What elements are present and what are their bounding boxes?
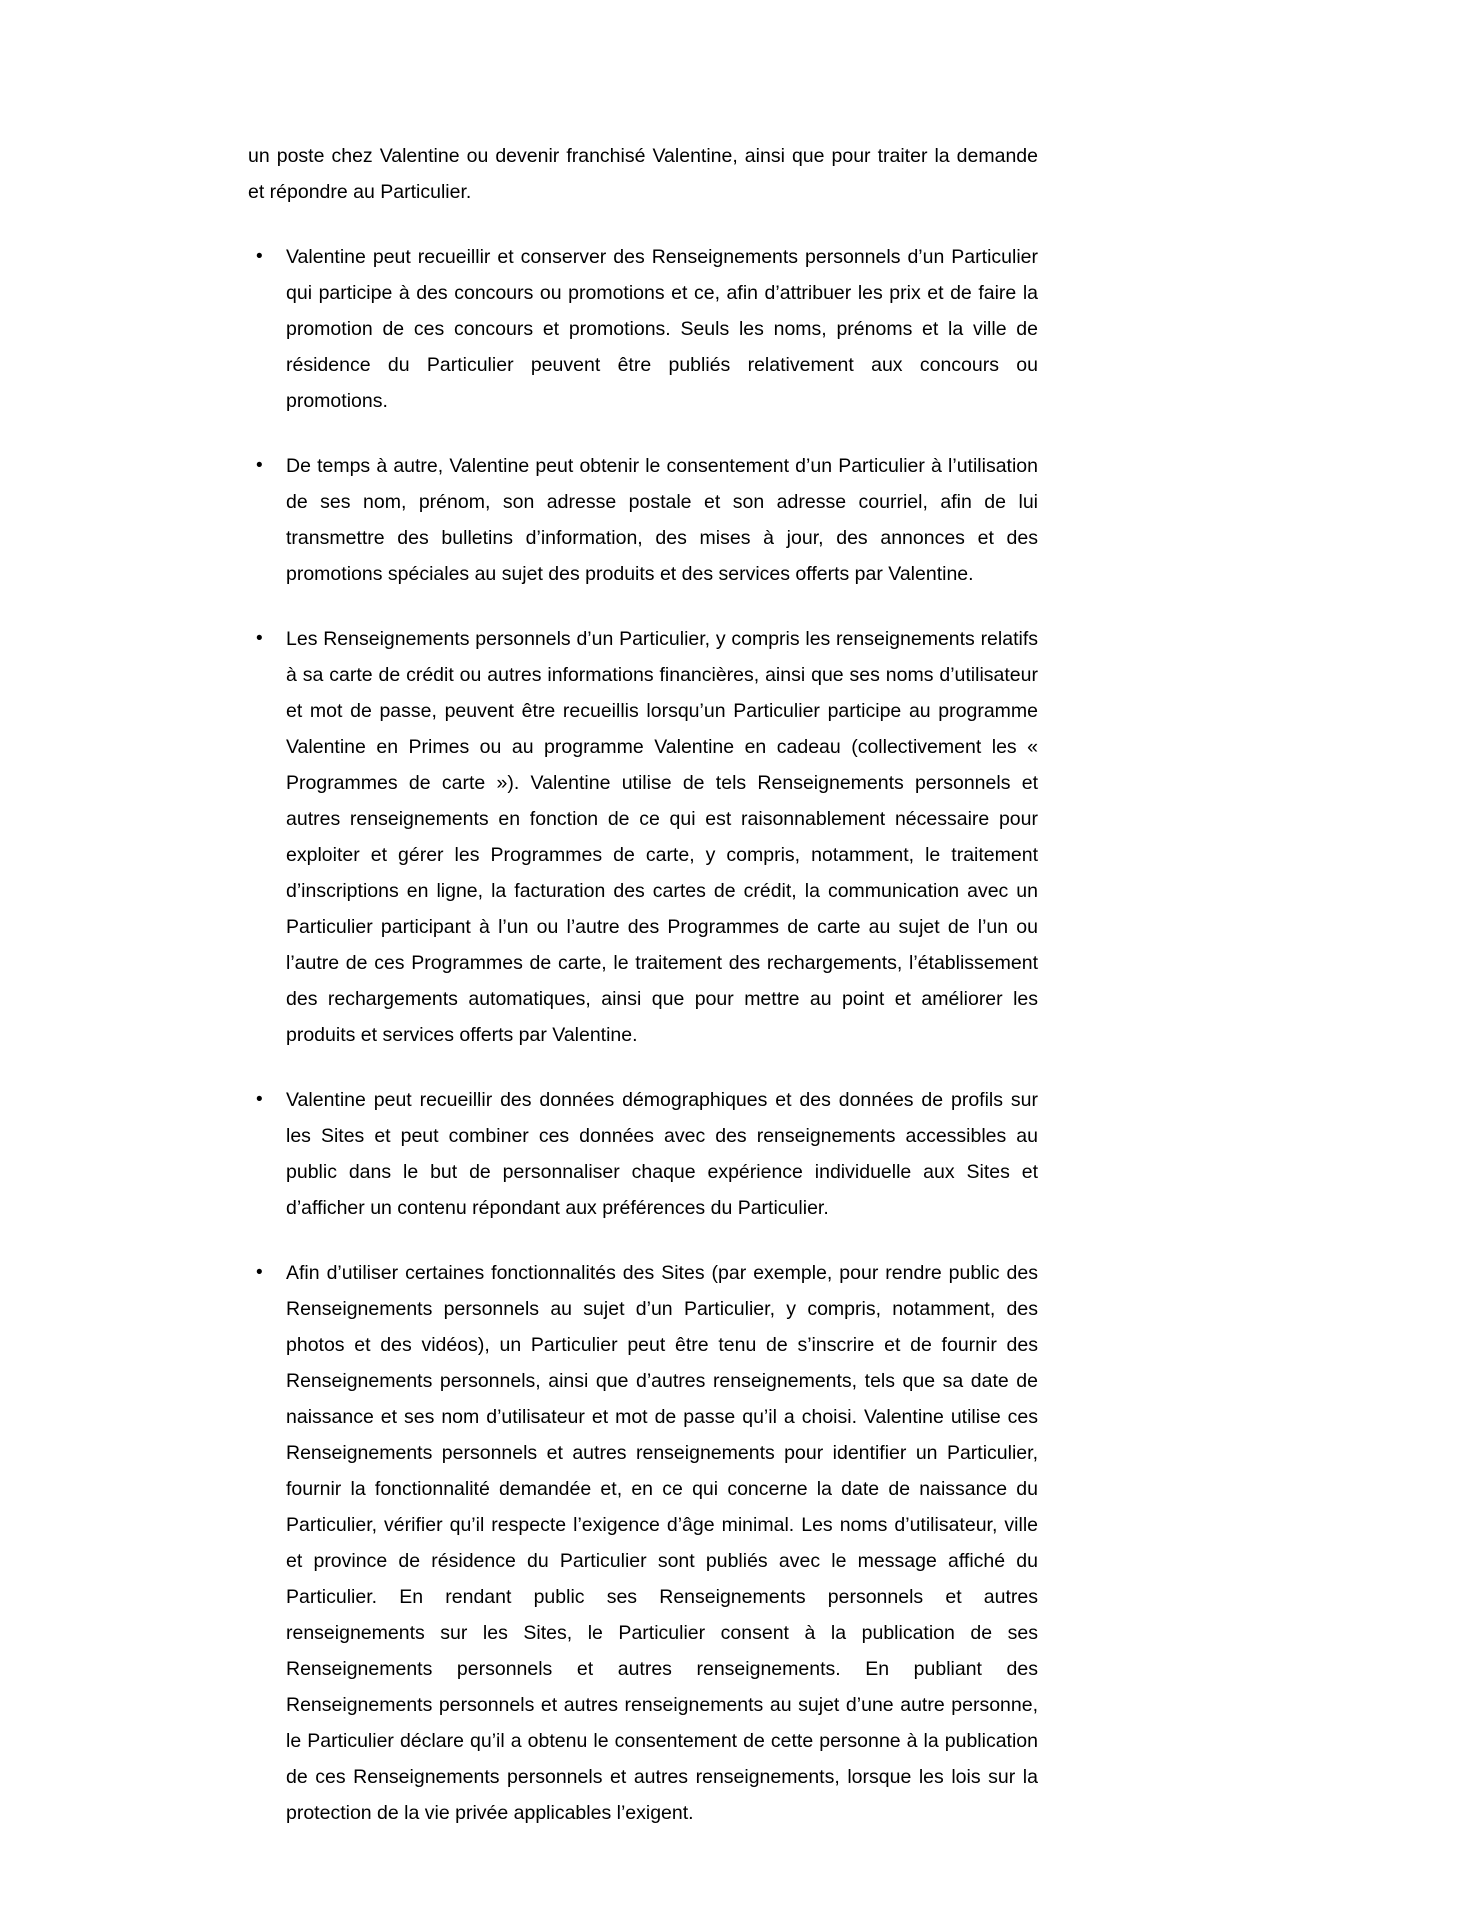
bullet-icon: •: [256, 1262, 263, 1283]
bullet-icon: •: [256, 628, 263, 649]
list-item: [248, 621, 1038, 1053]
bullet-icon: •: [256, 246, 263, 267]
list-item-text: Afin d’utiliser certaines fonctionnalités des Sites (par exemple, pour rendre public des Renseignements personnels au sujet d’un Particulier, y compris, notamment, des photos et des vidéos), un Particulier peut être tenu de s’inscrire et de fournir des Renseignements personnels, ainsi que d’autres renseignements, tels que sa date de naissance et ses nom d’utilisateur et mot de passe qu’il a choisi. Valentine utilise ces Renseignements personnels et autres renseignements pour identifier un Particulier, fournir la fonctionnalité demandée et, en ce qui concerne la date de naissance du Particulier, vérifier qu’il respecte l’exigence d’âge minimal. Les noms d’utilisateur, ville et province de résidence du Particulier sont publiés avec le message affiché du Particulier. En rendant public ses Renseignements personnels et autres renseignements sur les Sites, le Particulier consent à la publication de ses Renseignements personnels et autres renseignements. En publiant des Renseignements personnels et autres renseignements au sujet d’une autre personne, le Particulier déclare qu’il a obtenu le consentement de cette personne à la publication de ces Renseignements personnels et autres renseignements, lorsque les lois sur la protection de la vie privée applicables l’exigent.: [286, 1262, 1038, 1824]
bullet-list: [248, 239, 1038, 1831]
list-item: [248, 239, 1038, 419]
list-item-text: Les Renseignements personnels d’un Particulier, y compris les renseignements relatifs à sa carte de crédit ou autres informations financières, ainsi que ses noms d’utilisateur et mot de passe, peuvent être recueillis lorsqu’un Particulier participe au programme Valentine en Primes ou au programme Valentine en cadeau (collectivement les « Programmes de carte »). Valentine utilise de tels Renseignements personnels et autres renseignements en fonction de ce qui est raisonnablement nécessaire pour exploiter et gérer les Programmes de carte, y compris, notamment, le traitement d’inscriptions en ligne, la facturation des cartes de crédit, la communication avec un Particulier participant à l’un ou l’autre des Programmes de carte au sujet de l’un ou l’autre de ces Programmes de carte, le traitement des rechargements, l’établissement des rechargements automatiques, ainsi que pour mettre au point et améliorer les produits et services offerts par Valentine.: [286, 628, 1038, 1046]
page-content: [248, 138, 1038, 1831]
bullet-icon: •: [256, 1089, 263, 1110]
list-item-text: Valentine peut recueillir et conserver des Renseignements personnels d’un Particulier qui participe à des concours ou promotions et ce, afin d’attribuer les prix et de faire la promotion de ces concours et promotions. Seuls les noms, prénoms et la ville de résidence du Particulier peuvent être publiés relativement aux concours ou promotions.: [286, 246, 1038, 412]
list-item: [248, 1255, 1038, 1831]
list-item-text: De temps à autre, Valentine peut obtenir le consentement d’un Particulier à l’utilisation de ses nom, prénom, son adresse postale et son adresse courriel, afin de lui transmettre des bulletins d’information, des mises à jour, des annonces et des promotions spéciales au sujet des produits et des services offerts par Valentine.: [286, 455, 1038, 585]
lead-paragraph: un poste chez Valentine ou devenir franchisé Valentine, ainsi que pour traiter la demande et répondre au Particulier.: [248, 145, 1038, 203]
list-item: [248, 1082, 1038, 1226]
list-item-text: Valentine peut recueillir des données démographiques et des données de profils sur les Sites et peut combiner ces données avec des renseignements accessibles au public dans le but de personnaliser chaque expérience individuelle aux Sites et d’afficher un contenu répondant aux préférences du Particulier.: [286, 1089, 1038, 1219]
bullet-icon: •: [256, 455, 263, 476]
list-item: [248, 448, 1038, 592]
